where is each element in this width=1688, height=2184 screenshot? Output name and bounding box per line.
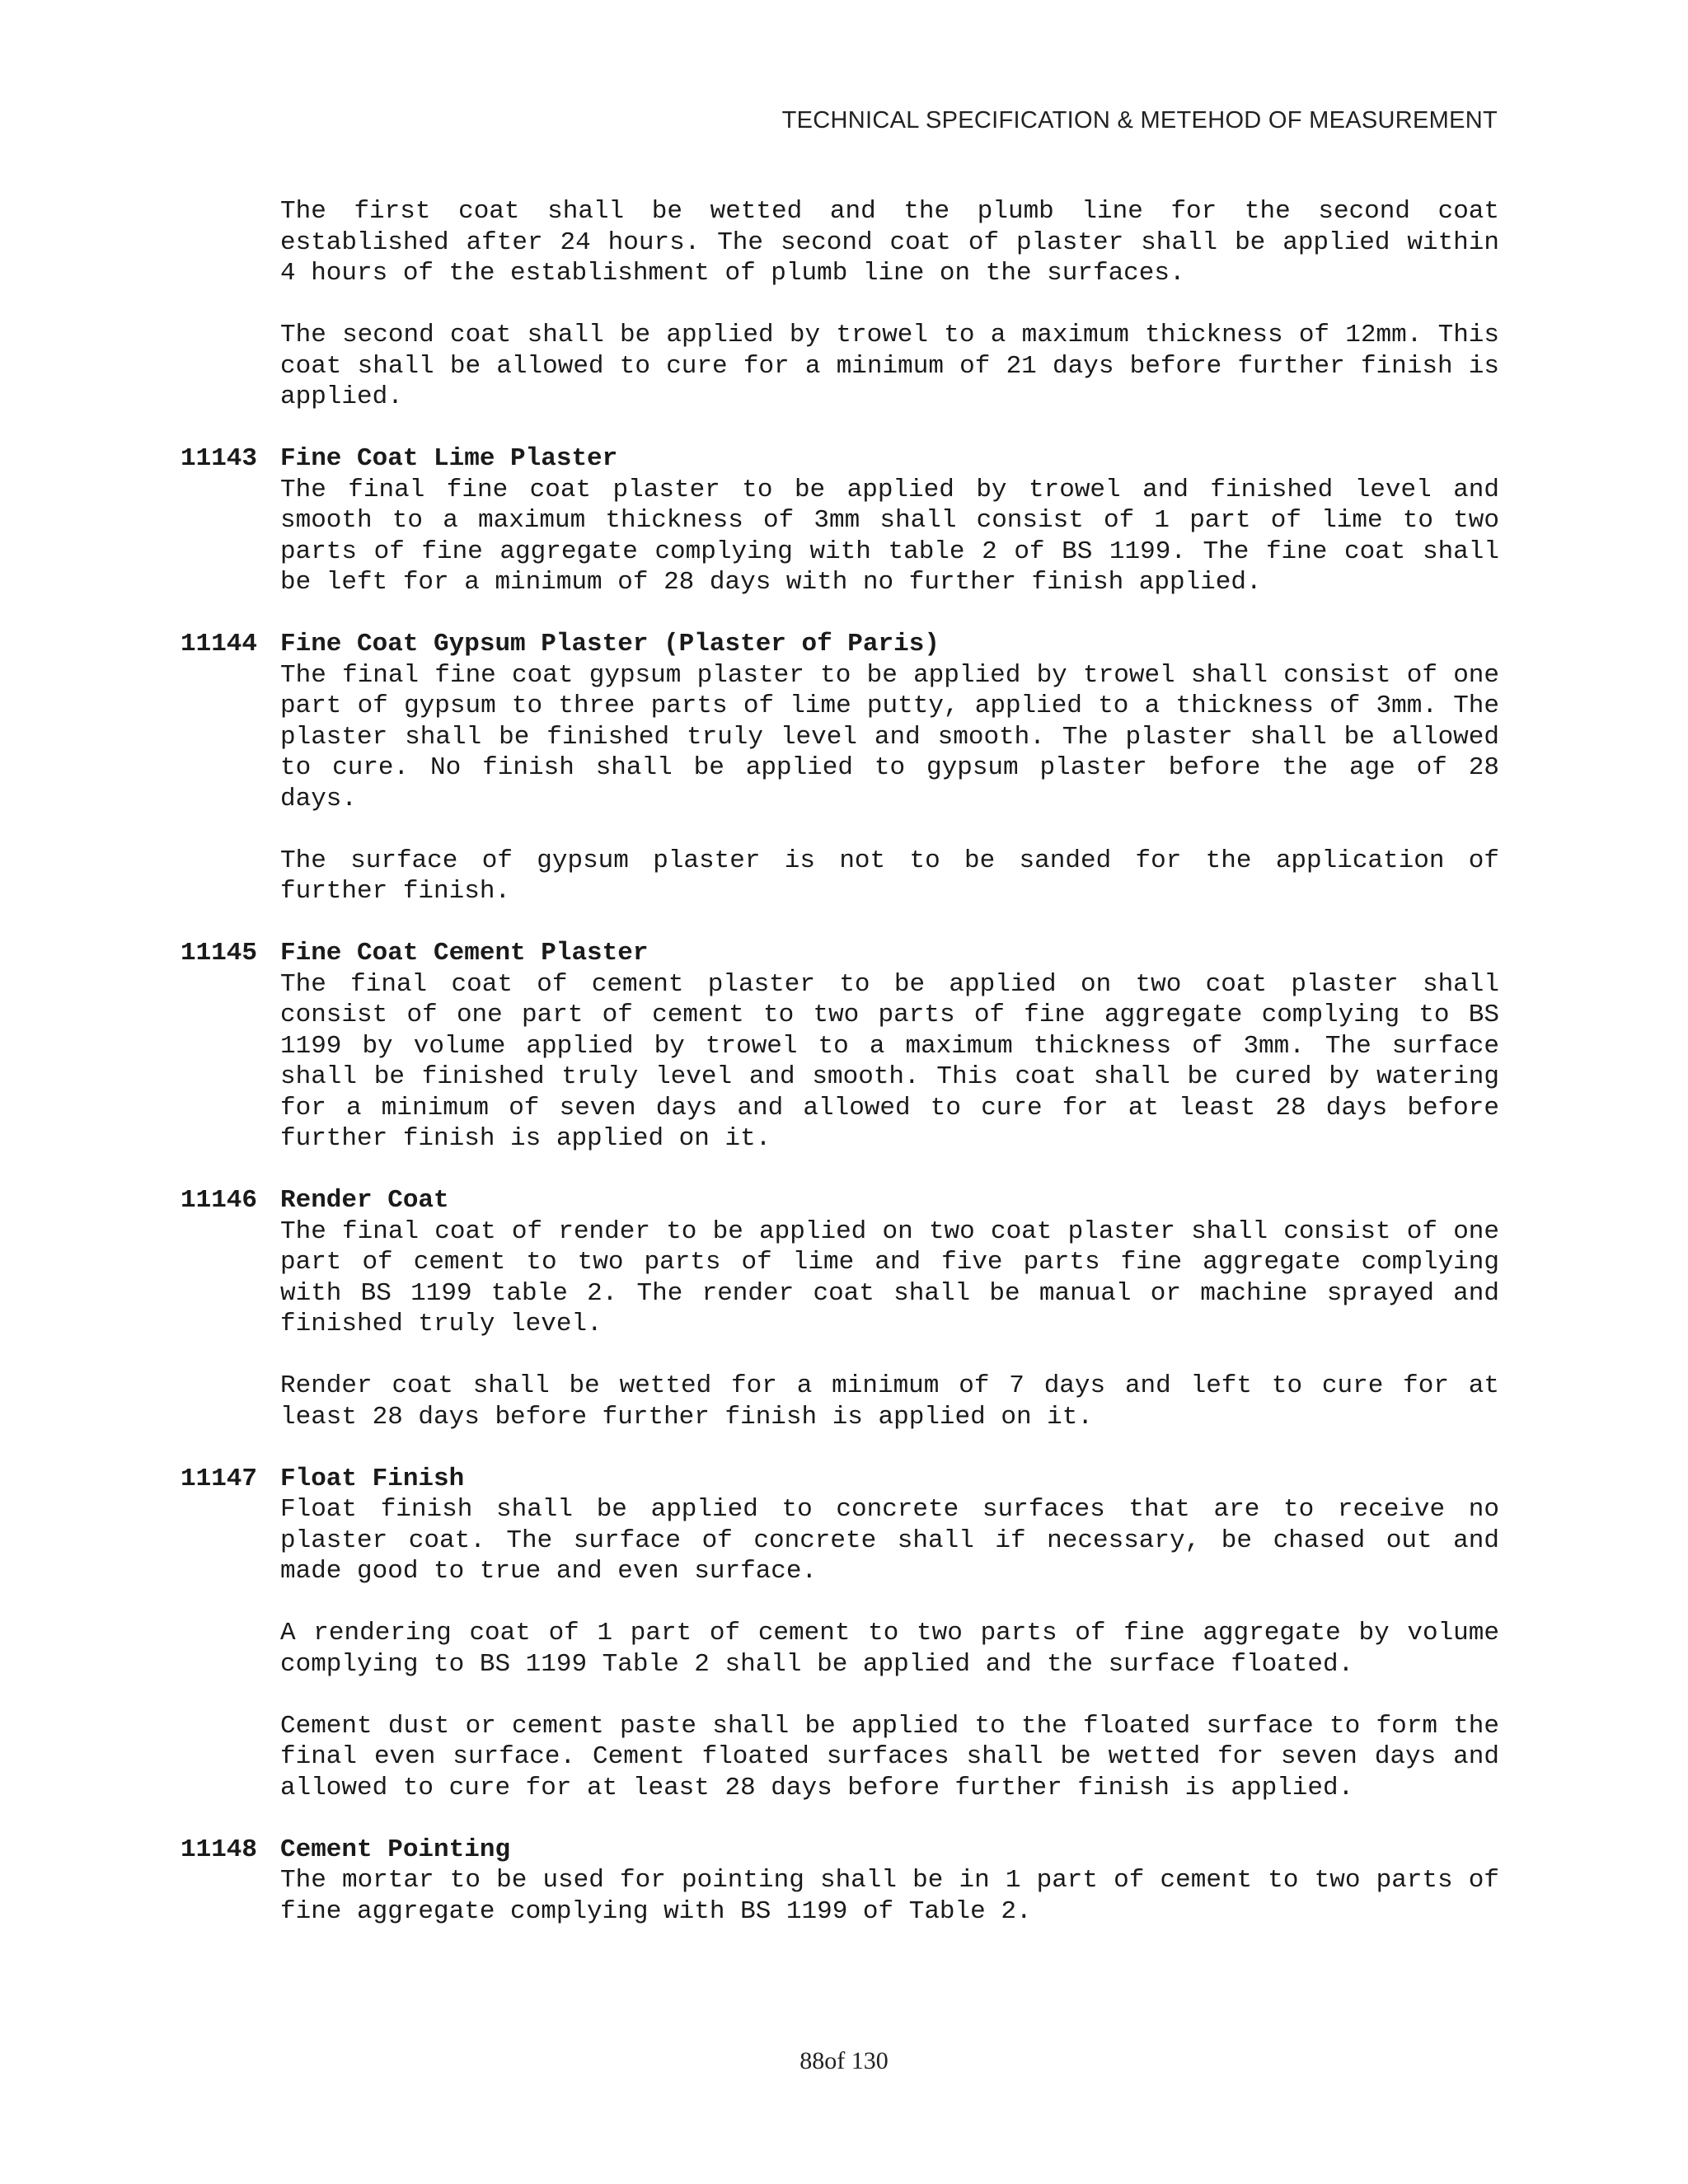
section-number: 11146: [181, 1186, 258, 1215]
section-number: 11145: [181, 939, 258, 968]
section-paragraph: The surface of gypsum plaster is not to be sanded for the application of further finish.: [280, 846, 1499, 906]
section-paragraph: The final coat of cement plaster to be applied on two coat plaster shall consist of one part of cement to two parts of fine aggregate complying to BS 1199 by volume applied by trowel to a maximum thickness of 3mm. The surface shall be finished truly level and smooth. This coat shall be cured by watering for a minimum of seven days and allowed to cure for at least 28 days before further finish is applied on it.: [280, 969, 1499, 1153]
section-number: 11143: [181, 444, 258, 473]
section-title: Cement Pointing: [280, 1835, 511, 1864]
section-heading: [181, 443, 1499, 475]
page-footer: [0, 2047, 1688, 2075]
section-heading: [181, 1835, 1499, 1866]
section-number: 11144: [181, 630, 258, 658]
section-heading: [181, 1185, 1499, 1216]
document-body: [181, 196, 1499, 1958]
section-paragraph: Float finish shall be applied to concrete surfaces that are to receive no plaster coat. The surface of concrete shall if necessary, be chased out and made good to true and even surface.: [280, 1495, 1499, 1586]
section-number: 11148: [181, 1835, 258, 1864]
section-heading: [181, 1464, 1499, 1495]
intro-paragraph-1: The first coat shall be wetted and the plumb line for the second coat established after 24 hours. The second coat of plaster shall be applied within 4 hours of the establishment of plumb line on the surfaces.: [280, 197, 1499, 288]
section-paragraph: A rendering coat of 1 part of cement to two parts of fine aggregate by volume complying to BS 1199 Table 2 shall be applied and the surface floated.: [280, 1619, 1499, 1679]
section-11145: [181, 938, 1499, 1155]
section-paragraph: The final fine coat gypsum plaster to be applied by trowel shall consist of one part of gypsum to three parts of lime putty, applied to a thickness of 3mm. The plaster shall be finished truly level and smooth. The plaster shall be allowed to cure. No finish shall be applied to gypsum plaster before the age of 28 days.: [280, 660, 1499, 813]
section-11147: [181, 1464, 1499, 1804]
section-11148: [181, 1835, 1499, 1928]
section-paragraph: The mortar to be used for pointing shall be in 1 part of cement to two parts of fine aggregate complying with BS 1199 of Table 2.: [280, 1866, 1499, 1926]
section-title: Fine Coat Cement Plaster: [280, 939, 649, 968]
page-header-title: TECHNICAL SPECIFICATION & METEHOD OF MEASUREMENT: [781, 107, 1498, 134]
intro-block: [280, 196, 1499, 413]
page-number: 88: [799, 2047, 825, 2074]
section-paragraph: Render coat shall be wetted for a minimum of 7 days and left to cure for at least 28 days before further finish is applied on it.: [280, 1371, 1499, 1432]
section-heading: [181, 629, 1499, 660]
section-11143: [181, 443, 1499, 598]
section-paragraph: The final fine coat plaster to be applied by trowel and finished level and smooth to a maximum thickness of 3mm shall consist of 1 part of lime to two parts of fine aggregate complying with table 2 of BS 1199. The fine coat shall be left for a minimum of 28 days with no further finish applied.: [280, 475, 1499, 597]
section-11144: [181, 629, 1499, 907]
section-title: Fine Coat Lime Plaster: [280, 444, 618, 473]
section-title: Render Coat: [280, 1186, 449, 1215]
section-heading: [181, 938, 1499, 969]
intro-paragraph-2: The second coat shall be applied by trowel to a maximum thickness of 12mm. This coat shall be allowed to cure for a minimum of 21 days before further finish is applied.: [280, 321, 1499, 411]
section-number: 11147: [181, 1464, 258, 1493]
section-paragraph: The final coat of render to be applied on two coat plaster shall consist of one part of cement to two parts of lime and five parts fine aggregate complying with BS 1199 table 2. The render coat shall be manual or machine sprayed and finished truly level.: [280, 1216, 1499, 1338]
section-11146: [181, 1185, 1499, 1432]
section-paragraph: Cement dust or cement paste shall be applied to the floated surface to form the final even surface. Cement floated surfaces shall be wetted for seven days and allowed to cure for at least 28 days before further finish is applied.: [280, 1711, 1499, 1802]
page-total: 130: [851, 2047, 889, 2074]
page-of-label: of: [824, 2047, 846, 2074]
section-title: Fine Coat Gypsum Plaster (Plaster of Paris): [280, 630, 940, 658]
section-title: Float Finish: [280, 1464, 465, 1493]
